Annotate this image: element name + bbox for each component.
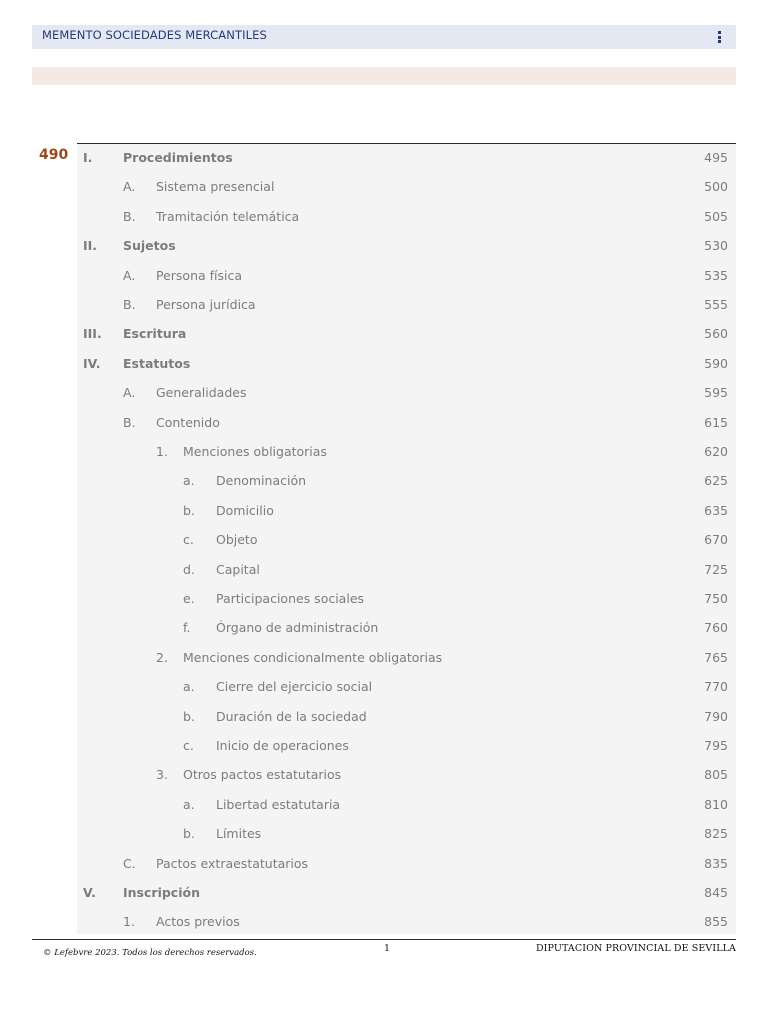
footer-page-number: 1: [384, 943, 391, 954]
toc-entry-label: Duración de la sociedad: [216, 708, 367, 724]
toc-entry-label: Sujetos: [123, 238, 176, 254]
toc-entry-number: B.: [123, 208, 136, 224]
toc-entry-label: Tramitación telemática: [156, 208, 300, 224]
toc-entry[interactable]: [77, 618, 736, 638]
toc-entry-label: Pactos extraestatutarios: [156, 855, 309, 871]
footer-copyright: © Lefebvre 2023. Todos los derechos reservados.: [43, 948, 257, 958]
toc-entry-page: 835: [704, 855, 728, 871]
toc-entry-page: 855: [704, 914, 728, 930]
toc-entry-number: 1.: [123, 914, 135, 930]
toc-entry-label: Menciones obligatorias: [183, 444, 327, 459]
table-of-contents: [77, 143, 736, 934]
toc-entry-number: b.: [183, 502, 195, 518]
toc-entry-page: 495: [704, 150, 728, 165]
toc-entry-label: Órgano de administración: [216, 620, 379, 636]
toc-entry-label: Persona física: [156, 267, 243, 283]
toc-entry-number: a.: [183, 473, 195, 489]
toc-entry[interactable]: [77, 854, 736, 874]
toc-entry-number: b.: [183, 826, 195, 842]
toc-entry[interactable]: [77, 795, 736, 815]
toc-entry-number: IV.: [83, 355, 101, 371]
toc-entry-number: A.: [123, 179, 136, 195]
toc-entry-label: Actos previos: [156, 914, 240, 930]
toc-entry[interactable]: [77, 413, 736, 433]
toc-entry-number: b.: [183, 708, 195, 724]
toc-entry-number: a.: [183, 796, 195, 812]
toc-entry-page: 615: [704, 414, 728, 430]
toc-entry[interactable]: [77, 177, 736, 197]
toc-entry-page: 770: [704, 679, 728, 695]
toc-entry-page: 810: [704, 796, 728, 812]
toc-entry-label: Otros pactos estatutarios: [183, 767, 342, 783]
toc-entry[interactable]: [77, 383, 736, 403]
toc-entry-label: Estatutos: [123, 355, 191, 371]
toc-entry[interactable]: [77, 324, 736, 344]
toc-entry-number: III.: [83, 326, 102, 342]
kebab-menu-icon[interactable]: [716, 31, 722, 45]
toc-entry-number: a.: [183, 679, 195, 695]
toc-entry-page: 500: [704, 179, 728, 195]
toc-entry[interactable]: [77, 736, 736, 756]
toc-entry-label: Cierre del ejercicio social: [216, 679, 373, 695]
toc-entry[interactable]: [77, 589, 736, 609]
toc-entry-page: 805: [704, 767, 728, 783]
toc-entry-label: Objeto: [216, 532, 258, 548]
toc-entry-label: Denominación: [216, 473, 307, 489]
section-strip: [32, 67, 736, 85]
toc-entry-number: e.: [183, 591, 195, 606]
toc-entry-page: 620: [704, 444, 728, 459]
toc-entry-number: B.: [123, 414, 136, 430]
toc-entry-page: 765: [704, 649, 728, 665]
toc-entry-label: Sistema presencial: [156, 179, 275, 195]
toc-entry[interactable]: [77, 471, 736, 491]
footer-divider: [32, 939, 736, 940]
marginal-number: 490: [39, 147, 69, 163]
toc-entry-number: I.: [83, 150, 93, 165]
toc-entry[interactable]: [77, 295, 736, 315]
toc-entry-number: C.: [123, 855, 136, 871]
toc-entry[interactable]: [77, 266, 736, 286]
toc-entry-page: 795: [704, 738, 728, 753]
toc-entry-number: A.: [123, 385, 136, 401]
toc-entry-label: Libertad estatutaria: [216, 796, 341, 812]
toc-entry-number: 2.: [156, 649, 168, 665]
toc-entry-number: d.: [183, 561, 195, 577]
toc-entry[interactable]: [77, 912, 736, 932]
toc-entry-page: 505: [704, 208, 728, 224]
toc-entry[interactable]: [77, 677, 736, 697]
toc-entry[interactable]: [77, 883, 736, 903]
toc-entry[interactable]: [77, 501, 736, 521]
toc-entry-label: Capital: [216, 561, 260, 577]
toc-entry-label: Persona jurídica: [156, 297, 256, 312]
toc-entry-label: Límites: [216, 826, 262, 842]
toc-entry[interactable]: [77, 442, 736, 462]
toc-entry-label: Escritura: [123, 326, 187, 342]
toc-entry-label: Menciones condicionalmente obligatorias: [183, 649, 443, 665]
toc-entry-number: c.: [183, 738, 194, 753]
toc-entry-number: 3.: [156, 767, 168, 783]
toc-entry-label: Procedimientos: [123, 150, 233, 165]
toc-entry-number: c.: [183, 532, 194, 548]
toc-entry-number: A.: [123, 267, 136, 283]
toc-entry-label: Domicilio: [216, 502, 274, 518]
toc-entry[interactable]: [77, 648, 736, 668]
toc-entry-label: Participaciones sociales: [216, 591, 365, 606]
toc-entry-page: 750: [704, 591, 728, 606]
toc-entry-page: 535: [704, 267, 728, 283]
toc-entry-number: B.: [123, 297, 136, 312]
toc-entry-number: 1.: [156, 444, 168, 459]
toc-entry-page: 560: [704, 326, 728, 342]
document-header-bar: [32, 25, 736, 49]
toc-entry-label: Generalidades: [156, 385, 247, 401]
toc-entry-number: V.: [83, 885, 96, 900]
toc-entry[interactable]: [77, 765, 736, 785]
toc-entry-page: 625: [704, 473, 728, 489]
toc-entry-label: Inscripción: [123, 885, 200, 900]
toc-entry-label: Contenido: [156, 414, 220, 430]
toc-entry-page: 760: [704, 620, 728, 636]
toc-entry-page: 635: [704, 502, 728, 518]
toc-entry[interactable]: [77, 354, 736, 374]
toc-entry-page: 590: [704, 355, 728, 371]
toc-entry[interactable]: [77, 707, 736, 727]
toc-entry[interactable]: [77, 148, 736, 168]
document-title: MEMENTO SOCIEDADES MERCANTILES: [42, 28, 267, 42]
toc-entry-label: Inicio de operaciones: [216, 738, 349, 753]
toc-entry[interactable]: [77, 207, 736, 227]
toc-entry-page: 825: [704, 826, 728, 842]
toc-entry[interactable]: [77, 824, 736, 844]
toc-entry-number: f.: [183, 620, 191, 636]
toc-entry-page: 670: [704, 532, 728, 548]
toc-entry[interactable]: [77, 560, 736, 580]
toc-entry-number: II.: [83, 238, 98, 254]
toc-entry[interactable]: [77, 530, 736, 550]
toc-entry-page: 555: [704, 297, 728, 312]
toc-entry-page: 790: [704, 708, 728, 724]
toc-entry-page: 595: [704, 385, 728, 401]
toc-entry-page: 845: [704, 885, 728, 900]
toc-entry[interactable]: [77, 236, 736, 256]
toc-entry-page: 725: [704, 561, 728, 577]
footer-owner: DIPUTACION PROVINCIAL DE SEVILLA: [535, 943, 736, 954]
toc-entry-page: 530: [704, 238, 728, 254]
